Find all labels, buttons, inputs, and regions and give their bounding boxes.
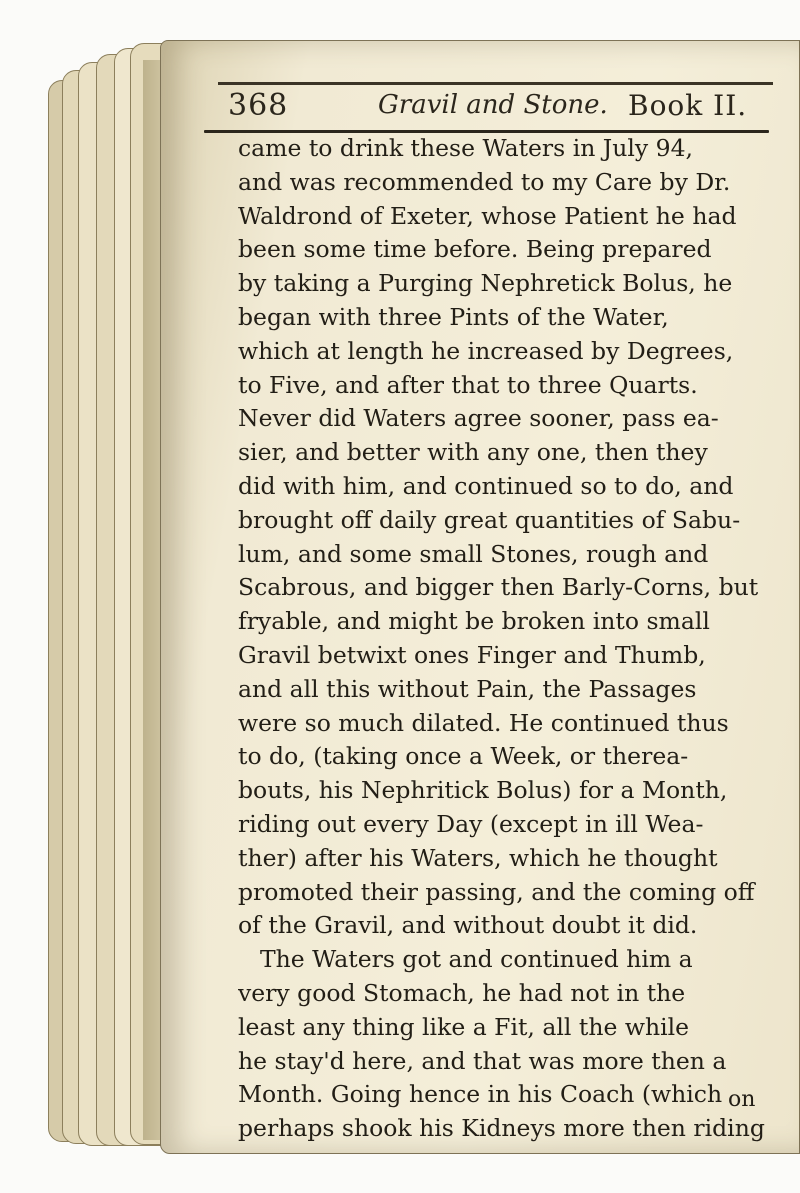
- text-line: riding out every Day (except in ill Wea-: [238, 809, 704, 838]
- text-line: to Five, and after that to three Quarts.: [238, 370, 698, 399]
- text-line: sier, and better with any one, then they: [238, 438, 708, 467]
- text-line: Month. Going hence in his Coach (which: [238, 1080, 723, 1109]
- text-line: been some time before. Being prepared: [238, 235, 712, 264]
- text-line: brought off daily great quantities of Sabu-: [238, 505, 741, 534]
- text-line: came to drink these Waters in July 94,: [238, 134, 694, 162]
- text-line: promoted their passing, and the coming off: [238, 877, 755, 906]
- page-number: 368: [228, 88, 289, 123]
- text-line: began with three Pints of the Water,: [238, 302, 669, 331]
- text-line: did with him, and continued so to do, and: [238, 471, 734, 500]
- text-line: and was recommended to my Care by Dr.: [238, 167, 731, 196]
- header-top-rule: [218, 82, 773, 85]
- text-line: fryable, and might be broken into small: [238, 607, 710, 636]
- text-line: which at length he increased by Degrees,: [238, 336, 734, 365]
- text-line: The Waters got and continued him a: [260, 945, 693, 974]
- running-head-book: Book II.: [628, 89, 748, 122]
- text-line: Never did Waters agree sooner, pass ea-: [238, 404, 719, 433]
- running-head: [228, 88, 768, 130]
- catchword: on: [728, 1087, 756, 1112]
- running-head-title: Gravil and Stone.: [378, 90, 608, 120]
- text-line: of the Gravil, and without doubt it did.: [238, 911, 698, 940]
- text-line: were so much dilated. He continued thus: [238, 708, 729, 737]
- body-text: [238, 132, 798, 1146]
- text-line: bouts, his Nephritick Bolus) for a Month,: [238, 776, 728, 805]
- text-line: least any thing like a Fit, all the while: [238, 1012, 690, 1041]
- text-line: by taking a Purging Nephretick Bolus, he: [238, 269, 733, 298]
- text-line: Scabrous, and bigger then Barly-Corns, but: [238, 573, 759, 602]
- text-line: ther) after his Waters, which he thought: [238, 843, 718, 872]
- text-line: and all this without Pain, the Passages: [238, 674, 697, 703]
- text-line: Waldrond of Exeter, whose Patient he had: [238, 201, 737, 230]
- text-line: he stay'd here, and that was more then a: [238, 1046, 727, 1075]
- text-line: to do, (taking once a Week, or therea-: [238, 742, 689, 771]
- text-line: Gravil betwixt ones Finger and Thumb,: [238, 640, 706, 669]
- text-line: lum, and some small Stones, rough and: [238, 539, 709, 568]
- text-line: perhaps shook his Kidneys more then riding: [238, 1114, 765, 1143]
- text-line: very good Stomach, he had not in the: [238, 978, 686, 1007]
